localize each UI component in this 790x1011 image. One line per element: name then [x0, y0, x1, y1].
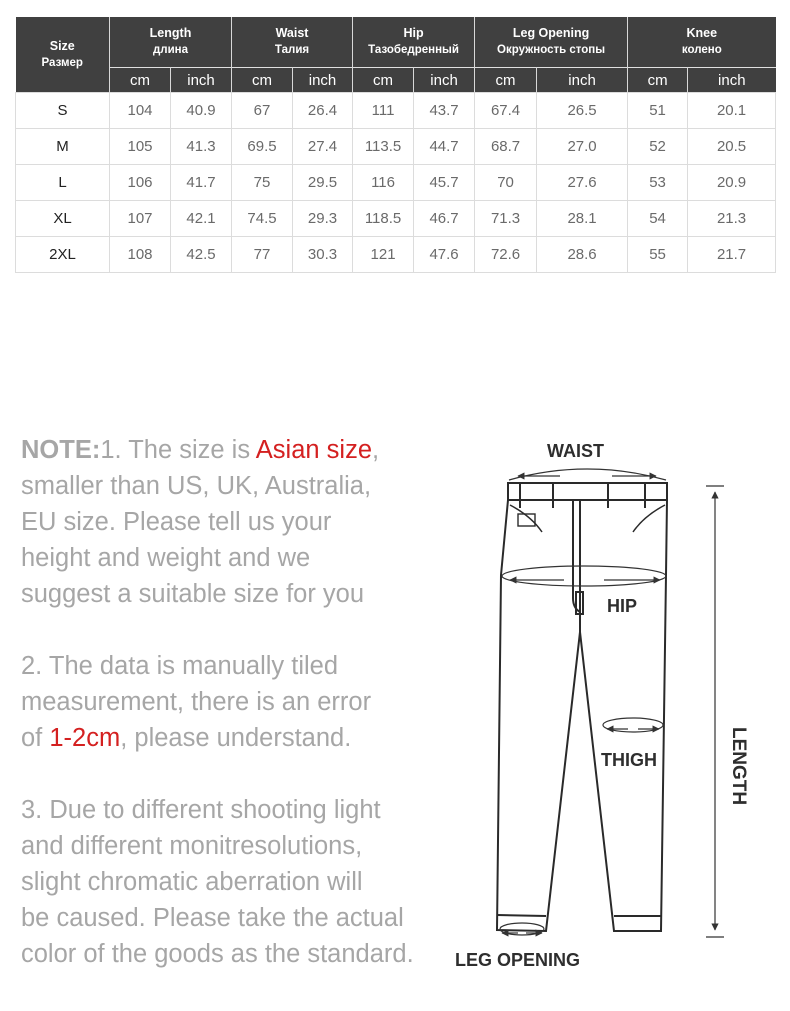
measurement-cell: 41.3	[171, 129, 232, 165]
measurement-cell: 54	[628, 201, 688, 237]
measurement-cell: 111	[353, 93, 414, 129]
measurement-cell: 42.5	[171, 237, 232, 273]
measurement-cell: 47.6	[414, 237, 475, 273]
measurement-cell: 116	[353, 165, 414, 201]
measurement-cell: 42.1	[171, 201, 232, 237]
header-row	[16, 17, 776, 68]
table-row	[16, 237, 776, 273]
unit-cell: cm	[475, 68, 537, 93]
header-length: Length длина	[110, 17, 232, 68]
leg-opening-label: LEG OPENING	[455, 950, 581, 970]
measurement-cell: 21.7	[688, 237, 776, 273]
note-line: suggest a suitable size for you	[21, 580, 365, 608]
size-cell: M	[16, 129, 110, 165]
measurement-cell: 26.5	[537, 93, 628, 129]
measurement-cell: 29.3	[293, 201, 353, 237]
measurement-cell: 46.7	[414, 201, 475, 237]
measurement-cell: 68.7	[475, 129, 537, 165]
unit-cell: cm	[232, 68, 293, 93]
unit-cell: inch	[688, 68, 776, 93]
measurement-cell: 121	[353, 237, 414, 273]
measurement-cell: 118.5	[353, 201, 414, 237]
measurement-cell: 53	[628, 165, 688, 201]
table-row	[16, 201, 776, 237]
pants-measurement-diagram	[440, 430, 780, 990]
size-cell: XL	[16, 201, 110, 237]
note-line: 2. The data is manually tiled	[21, 652, 339, 680]
unit-cell: inch	[537, 68, 628, 93]
table-row	[16, 165, 776, 201]
measurement-cell: 27.4	[293, 129, 353, 165]
measurement-cell: 51	[628, 93, 688, 129]
thigh-label: THIGH	[601, 750, 657, 770]
measurement-cell: 44.7	[414, 129, 475, 165]
table-row	[16, 129, 776, 165]
error-range-highlight: 1-2cm	[49, 724, 121, 752]
measurement-cell: 71.3	[475, 201, 537, 237]
measurement-cell: 74.5	[232, 201, 293, 237]
length-label: LENGTH	[728, 727, 749, 806]
measurement-cell: 108	[110, 237, 171, 273]
measurement-cell: 70	[475, 165, 537, 201]
measurement-cell: 40.9	[171, 93, 232, 129]
header-leg-opening: Leg Opening Окружность стопы	[475, 17, 628, 68]
measurement-cell: 55	[628, 237, 688, 273]
unit-row	[16, 68, 776, 93]
header-size: Size Размер	[16, 17, 110, 93]
measurement-cell: 67.4	[475, 93, 537, 129]
measurement-cell: 28.6	[537, 237, 628, 273]
measurement-cell: 72.6	[475, 237, 537, 273]
note-line: 3. Due to different shooting light	[21, 796, 381, 824]
unit-cell: cm	[628, 68, 688, 93]
measurement-cell: 77	[232, 237, 293, 273]
measurement-markers	[500, 469, 724, 937]
hip-label: HIP	[607, 596, 638, 616]
measurement-cell: 75	[232, 165, 293, 201]
note-line: of 1-2cm, please understand.	[21, 724, 352, 752]
measurement-cell: 106	[110, 165, 171, 201]
unit-cell: cm	[110, 68, 171, 93]
measurement-cell: 67	[232, 93, 293, 129]
note-line: color of the goods as the standard.	[21, 940, 414, 968]
unit-cell: inch	[171, 68, 232, 93]
measurement-cell: 20.1	[688, 93, 776, 129]
measurement-cell: 52	[628, 129, 688, 165]
note-line: be caused. Please take the actual	[21, 904, 404, 932]
measurement-cell: 20.9	[688, 165, 776, 201]
header-hip: Hip Тазобедренный	[353, 17, 475, 68]
note-line: and different monitresolutions,	[21, 832, 363, 860]
size-cell: S	[16, 93, 110, 129]
unit-cell: cm	[353, 68, 414, 93]
note-line: slight chromatic aberration will	[21, 868, 363, 896]
waist-label: WAIST	[547, 441, 604, 461]
note-line: height and weight and we	[21, 544, 311, 572]
measurement-cell: 107	[110, 201, 171, 237]
note-line: EU size. Please tell us your	[21, 508, 332, 536]
unit-cell: inch	[293, 68, 353, 93]
measurement-cell: 41.7	[171, 165, 232, 201]
header-knee: Knee колено	[628, 17, 776, 68]
measurement-cell: 45.7	[414, 165, 475, 201]
note-line: NOTE:1. The size is Asian size,	[21, 436, 380, 464]
unit-cell: inch	[414, 68, 475, 93]
note-line: smaller than US, UK, Australia,	[21, 472, 372, 500]
measurement-cell: 26.4	[293, 93, 353, 129]
table-body	[16, 93, 776, 273]
measurement-cell: 43.7	[414, 93, 475, 129]
note-label: NOTE:	[21, 436, 101, 464]
table-row	[16, 93, 776, 129]
measurement-cell: 28.1	[537, 201, 628, 237]
header-waist: Waist Талия	[232, 17, 353, 68]
pants-outline	[497, 483, 667, 931]
measurement-cell: 104	[110, 93, 171, 129]
note-line: measurement, there is an error	[21, 688, 372, 716]
measurement-cell: 113.5	[353, 129, 414, 165]
size-chart-table	[15, 17, 776, 273]
size-cell: L	[16, 165, 110, 201]
measurement-cell: 21.3	[688, 201, 776, 237]
measurement-cell: 27.6	[537, 165, 628, 201]
measurement-cell: 105	[110, 129, 171, 165]
measurement-cell: 69.5	[232, 129, 293, 165]
measurement-cell: 27.0	[537, 129, 628, 165]
asian-size-highlight: Asian size	[255, 436, 373, 464]
measurement-cell: 29.5	[293, 165, 353, 201]
measurement-cell: 30.3	[293, 237, 353, 273]
measurement-cell: 20.5	[688, 129, 776, 165]
size-cell: 2XL	[16, 237, 110, 273]
